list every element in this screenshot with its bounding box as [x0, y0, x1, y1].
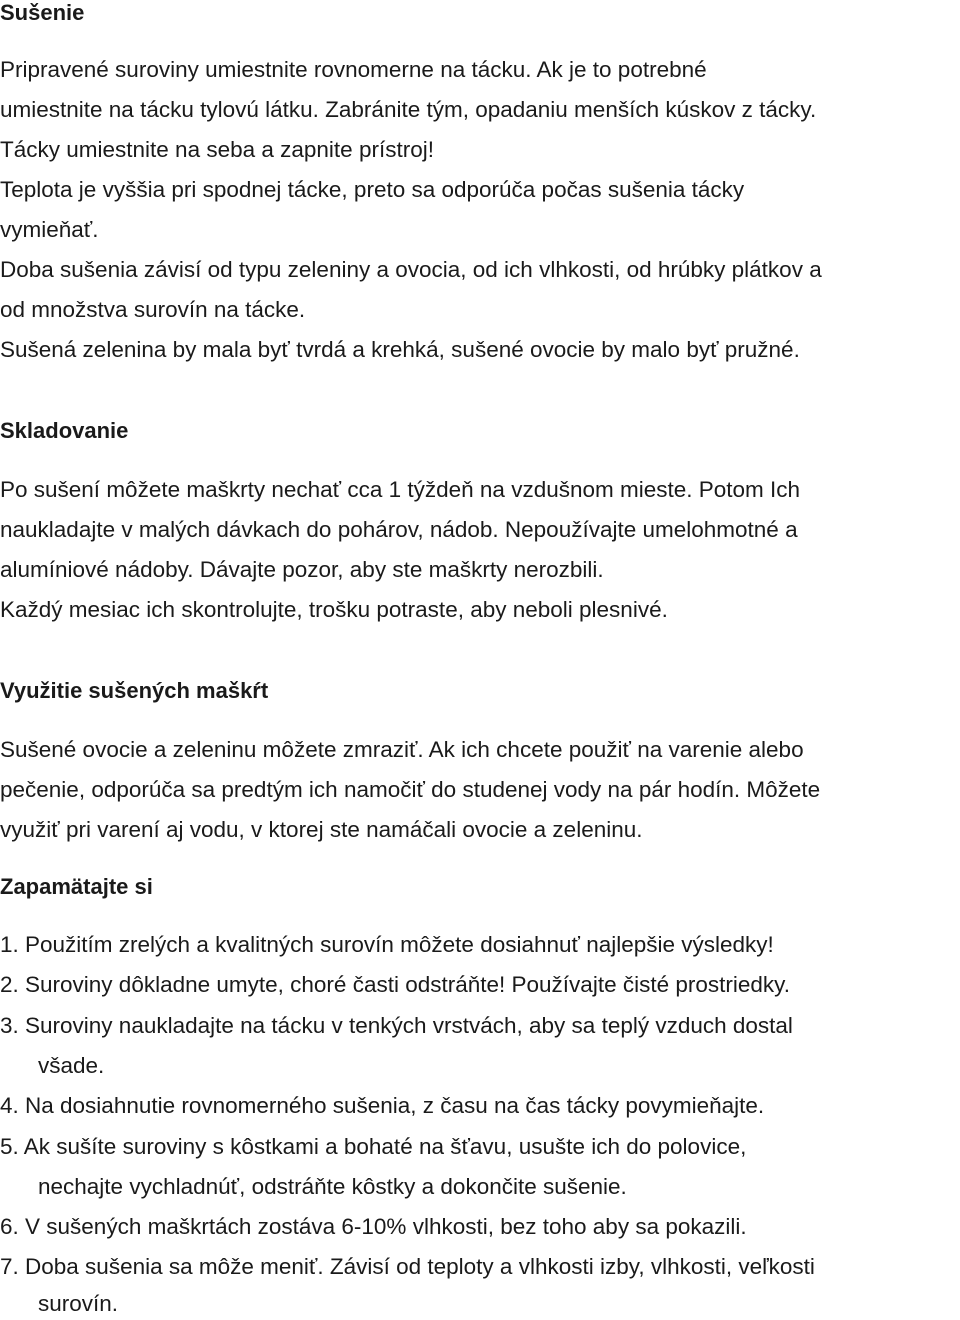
storage-line-1: Po sušení môžete maškrty nechať cca 1 týždeň na vzdušnom mieste. Potom Ich	[0, 477, 801, 502]
heading-remember: Zapamätajte si	[0, 874, 153, 899]
remember-item-7: 7. Doba sušenia sa môže meniť. Závisí od teploty a vlhkosti izby, vlhkosti, veľkosti	[0, 1254, 815, 1279]
drying-line-5: vymieňať.	[0, 217, 99, 242]
drying-line-7: od množstva surovín na tácke.	[0, 297, 306, 322]
drying-line-6: Doba sušenia závisí od typu zeleniny a ovocia, od ich vlhkosti, od hrúbky plátkov a	[0, 257, 822, 282]
drying-line-8: Sušená zelenina by mala byť tvrdá a krehká, sušené ovocie by malo byť pružné.	[0, 337, 800, 362]
heading-drying: Sušenie	[0, 0, 85, 25]
heading-storage: Skladovanie	[0, 418, 129, 443]
remember-item-5: 5. Ak sušíte suroviny s kôstkami a bohaté na šťavu, usušte ich do polovice,	[0, 1134, 747, 1159]
drying-line-4: Teplota je vyššia pri spodnej tácke, preto sa odporúča počas sušenia tácky	[0, 177, 745, 202]
storage-line-2: naukladajte v malých dávkach do pohárov, nádob. Nepoužívajte umelohmotné a	[0, 517, 798, 542]
remember-item-3-continued: všade.	[38, 1053, 105, 1078]
usage-line-1: Sušené ovocie a zeleninu môžete zmraziť. Ak ich chcete použiť na varenie alebo	[0, 737, 804, 762]
remember-item-6: 6. V sušených maškrtách zostáva 6-10% vlhkosti, bez toho aby sa pokazili.	[0, 1214, 747, 1239]
drying-line-1: Pripravené suroviny umiestnite rovnomerne na tácku. Ak je to potrebné	[0, 57, 707, 82]
remember-item-7-continued: surovín.	[38, 1291, 119, 1316]
storage-line-3: alumíniové nádoby. Dávajte pozor, aby ste maškrty nerozbili.	[0, 557, 604, 582]
remember-item-5-continued: nechajte vychladnúť, odstráňte kôstky a dokončite sušenie.	[38, 1174, 627, 1199]
drying-line-3: Tácky umiestnite na seba a zapnite prístroj!	[0, 137, 434, 162]
storage-line-4: Každý mesiac ich skontrolujte, trošku potraste, aby neboli plesnivé.	[0, 597, 668, 622]
drying-line-2: umiestnite na tácku tylovú látku. Zabránite tým, opadaniu menších kúskov z tácky.	[0, 97, 817, 122]
remember-item-4: 4. Na dosiahnutie rovnomerného sušenia, z času na čas tácky povymieňajte.	[0, 1093, 765, 1118]
remember-item-1: 1. Použitím zrelých a kvalitných surovín môžete dosiahnuť najlepšie výsledky!	[0, 932, 774, 957]
heading-usage: Využitie sušených maškŕt	[0, 678, 269, 703]
remember-item-3: 3. Suroviny naukladajte na tácku v tenkých vrstvách, aby sa teplý vzduch dostal	[0, 1013, 793, 1038]
usage-line-3: využiť pri varení aj vodu, v ktorej ste namáčali ovocie a zeleninu.	[0, 817, 643, 842]
remember-item-2: 2. Suroviny dôkladne umyte, choré časti odstráňte! Používajte čisté prostriedky.	[0, 972, 790, 997]
usage-line-2: pečenie, odporúča sa predtým ich namočiť do studenej vody na pár hodín. Môžete	[0, 777, 821, 802]
